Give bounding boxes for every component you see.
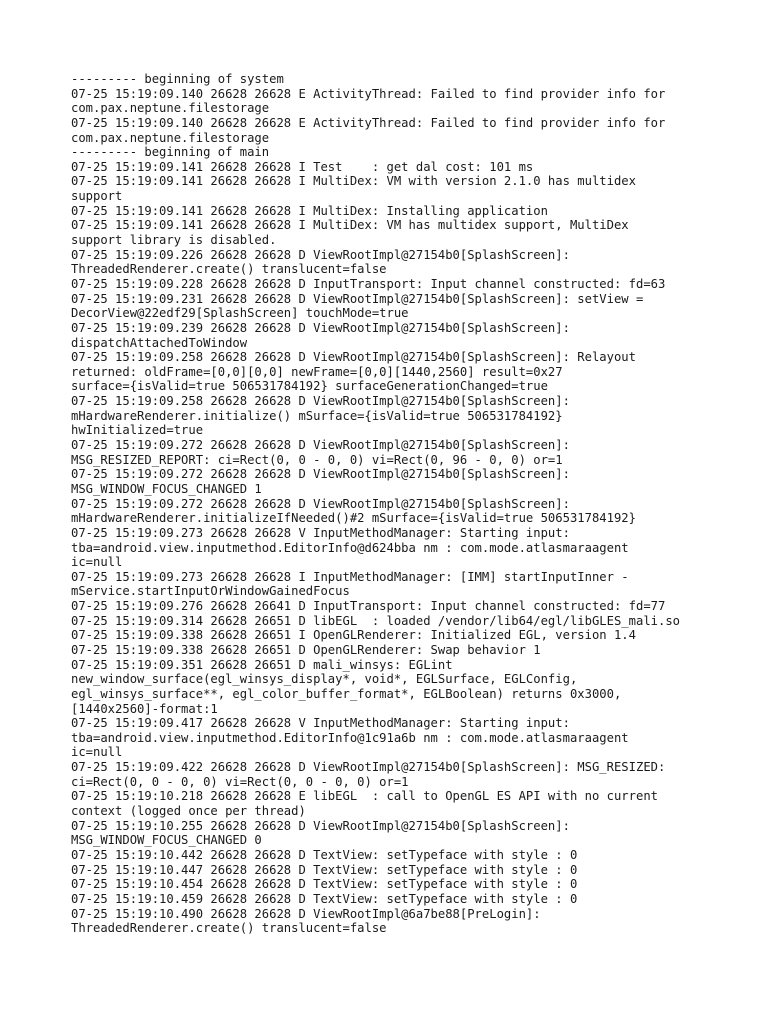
log-line: support [71, 189, 123, 204]
log-line: DecorView@22edf29[SplashScreen] touchMode=true [71, 306, 409, 321]
log-line: new_window_surface(egl_winsys_display*, void*, EGLSurface, EGLConfig, [71, 672, 578, 687]
log-line: 07-25 15:19:09.338 26628 26651 D OpenGLRenderer: Swap behavior 1 [71, 642, 541, 657]
log-line: 07-25 15:19:09.226 26628 26628 D ViewRootImpl@27154b0[SplashScreen]: [71, 247, 570, 262]
log-line: 07-25 15:19:09.141 26628 26628 I MultiDex: VM with version 2.1.0 has multidex [71, 174, 636, 189]
log-line: 07-25 15:19:09.239 26628 26628 D ViewRootImpl@27154b0[SplashScreen]: [71, 320, 570, 335]
log-line: 07-25 15:19:09.141 26628 26628 I MultiDex: Installing application [71, 203, 548, 218]
log-line: 07-25 15:19:10.447 26628 26628 D TextView: setTypeface with style : 0 [71, 862, 578, 877]
log-line: MSG_WINDOW_FOCUS_CHANGED 0 [71, 833, 262, 848]
log-line: 07-25 15:19:09.140 26628 26628 E ActivityThread: Failed to find provider info for [71, 115, 666, 130]
log-line: mHardwareRenderer.initialize() mSurface={isValid=true 506531784192} [71, 408, 563, 423]
log-line: 07-25 15:19:09.231 26628 26628 D ViewRootImpl@27154b0[SplashScreen]: setView = [71, 291, 644, 306]
log-line: 07-25 15:19:10.490 26628 26628 D ViewRootImpl@6a7be88[PreLogin]: [71, 906, 541, 921]
log-line: ThreadedRenderer.create() translucent=false [71, 921, 387, 936]
log-line: 07-25 15:19:09.422 26628 26628 D ViewRootImpl@27154b0[SplashScreen]: MSG_RESIZED: [71, 760, 666, 775]
log-line: 07-25 15:19:10.454 26628 26628 D TextView: setTypeface with style : 0 [71, 877, 578, 892]
log-line: egl_winsys_surface**, egl_color_buffer_format*, EGLBoolean) returns 0x3000, [71, 686, 622, 701]
log-line: 07-25 15:19:09.276 26628 26641 D InputTransport: Input channel constructed: fd=77 [71, 599, 666, 614]
log-line: mService.startInputOrWindowGainedFocus [71, 584, 350, 599]
log-line: 07-25 15:19:09.351 26628 26651 D mali_winsys: EGLint [71, 657, 453, 672]
log-line: --------- beginning of system [71, 72, 284, 86]
log-line: 07-25 15:19:09.417 26628 26628 V InputMethodManager: Starting input: [71, 716, 570, 731]
log-line: 07-25 15:19:09.273 26628 26628 I InputMethodManager: [IMM] startInputInner - [71, 569, 629, 584]
log-line: 07-25 15:19:09.272 26628 26628 D ViewRootImpl@27154b0[SplashScreen]: [71, 438, 570, 453]
log-line: dispatchAttachedToWindow [71, 335, 248, 350]
log-line: hwInitialized=true [71, 423, 204, 438]
log-line: ic=null [71, 745, 123, 760]
log-line: 07-25 15:19:09.140 26628 26628 E ActivityThread: Failed to find provider info for [71, 86, 666, 101]
log-line: ThreadedRenderer.create() translucent=false [71, 262, 387, 277]
log-line: MSG_RESIZED_REPORT: ci=Rect(0, 0 - 0, 0) vi=Rect(0, 96 - 0, 0) or=1 [71, 452, 563, 467]
log-line: context (logged once per thread) [71, 804, 306, 819]
log-line: 07-25 15:19:09.272 26628 26628 D ViewRootImpl@27154b0[SplashScreen]: [71, 467, 570, 482]
log-line: 07-25 15:19:09.258 26628 26628 D ViewRootImpl@27154b0[SplashScreen]: Relayout [71, 350, 636, 365]
log-line: 07-25 15:19:09.228 26628 26628 D InputTransport: Input channel constructed: fd=63 [71, 276, 666, 291]
log-line: returned: oldFrame=[0,0][0,0] newFrame=[0,0][1440,2560] result=0x27 [71, 364, 563, 379]
log-line: 07-25 15:19:10.255 26628 26628 D ViewRootImpl@27154b0[SplashScreen]: [71, 818, 570, 833]
log-line: --------- beginning of main [71, 145, 270, 160]
log-line: 07-25 15:19:09.338 26628 26651 I OpenGLRenderer: Initialized EGL, version 1.4 [71, 628, 636, 643]
log-line: com.pax.neptune.filestorage [71, 130, 270, 145]
log-line: ci=Rect(0, 0 - 0, 0) vi=Rect(0, 0 - 0, 0) or=1 [71, 774, 409, 789]
log-line: 07-25 15:19:09.141 26628 26628 I MultiDex: VM has multidex support, MultiDex [71, 218, 629, 233]
log-line: 07-25 15:19:10.442 26628 26628 D TextView: setTypeface with style : 0 [71, 847, 578, 862]
log-line: [1440x2560]-format:1 [71, 701, 218, 716]
log-line: 07-25 15:19:09.314 26628 26651 D libEGL : loaded /vendor/lib64/egl/libGLES_mali.so [71, 613, 681, 628]
log-line: com.pax.neptune.filestorage [71, 101, 270, 116]
log-line: 07-25 15:19:10.459 26628 26628 D TextView: setTypeface with style : 0 [71, 891, 578, 906]
log-line: tba=android.view.inputmethod.EditorInfo@1c91a6b nm : com.mode.atlasmaraagent [71, 730, 629, 745]
log-line: surface={isValid=true 506531784192} surfaceGenerationChanged=true [71, 379, 548, 394]
log-line: MSG_WINDOW_FOCUS_CHANGED 1 [71, 481, 262, 496]
log-line: 07-25 15:19:09.141 26628 26628 I Test : get dal cost: 101 ms [71, 159, 534, 174]
log-line: ic=null [71, 555, 123, 570]
log-line: mHardwareRenderer.initializeIfNeeded()#2 mSurface={isValid=true 506531784192} [71, 511, 636, 526]
log-line: 07-25 15:19:09.273 26628 26628 V InputMethodManager: Starting input: [71, 525, 570, 540]
log-line: support library is disabled. [71, 233, 277, 248]
log-line: 07-25 15:19:10.218 26628 26628 E libEGL : call to OpenGL ES API with no current [71, 789, 658, 804]
log-line: tba=android.view.inputmethod.EditorInfo@d624bba nm : com.mode.atlasmaraagent [71, 540, 629, 555]
log-line: 07-25 15:19:09.272 26628 26628 D ViewRootImpl@27154b0[SplashScreen]: [71, 496, 570, 511]
log-listing [71, 72, 761, 936]
log-line: 07-25 15:19:09.258 26628 26628 D ViewRootImpl@27154b0[SplashScreen]: [71, 394, 570, 409]
